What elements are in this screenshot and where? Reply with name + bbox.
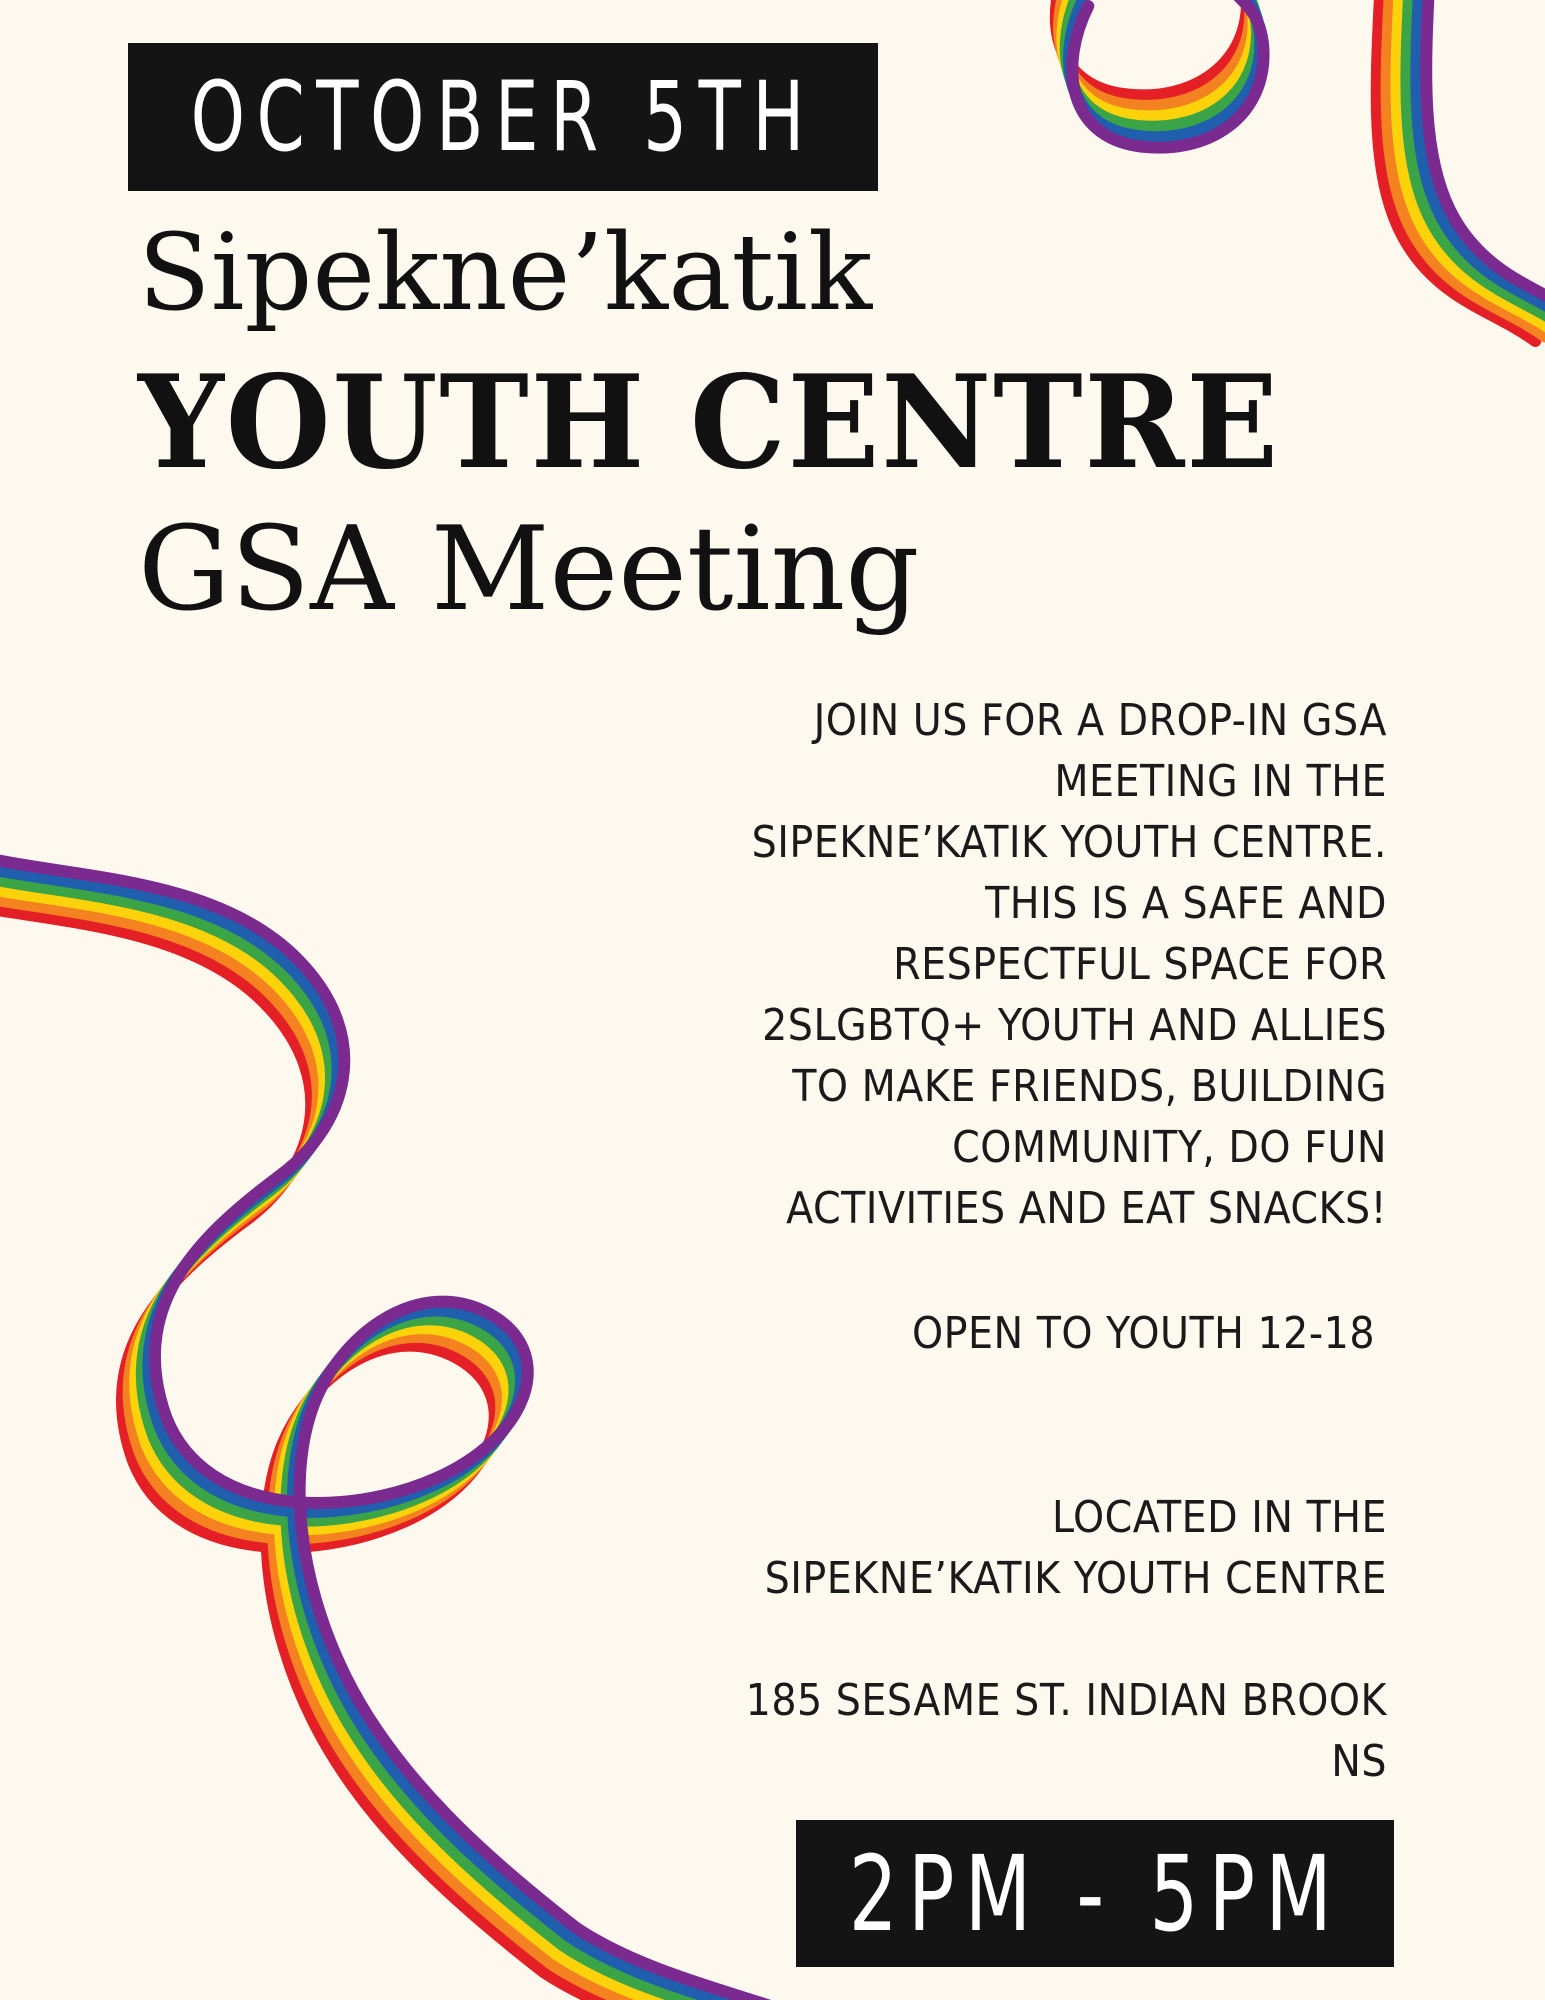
rainbow-ribbon-top-right — [1377, 0, 1545, 341]
event-address — [547, 1670, 1387, 1792]
age-range-text: OPEN TO YOUTH 12-18 — [911, 1308, 1375, 1359]
description-line: MEETING IN THE — [1054, 756, 1387, 807]
rainbow-ribbon-top-loop — [1056, 0, 1264, 148]
location-line: LOCATED IN THE — [1052, 1492, 1387, 1543]
age-range — [535, 1303, 1375, 1364]
description-line: SIPEKNE’KATIK YOUTH CENTRE. — [751, 817, 1387, 868]
title-community-name: Sipekne’katik — [138, 211, 873, 334]
description-line: JOIN US FOR A DROP-IN GSA — [813, 695, 1387, 746]
description-line: THIS IS A SAFE AND — [985, 878, 1387, 929]
address-line: 185 SESAME ST. INDIAN BROOK — [745, 1675, 1387, 1726]
location-line: SIPEKNE’KATIK YOUTH CENTRE — [764, 1553, 1387, 1604]
event-description — [547, 690, 1387, 1239]
description-line: TO MAKE FRIENDS, BUILDING — [792, 1061, 1387, 1112]
date-banner — [128, 43, 878, 191]
address-line: NS — [1331, 1736, 1387, 1787]
event-location — [547, 1487, 1387, 1609]
description-line: COMMUNITY, DO FUN — [952, 1122, 1387, 1173]
description-line: ACTIVITIES AND EAT SNACKS! — [786, 1183, 1387, 1234]
time-banner — [796, 1820, 1394, 1967]
event-time: 2PM - 5PM — [848, 1832, 1342, 1955]
description-line: RESPECTFUL SPACE FOR — [893, 939, 1387, 990]
event-date: OCTOBER 5TH — [190, 61, 816, 173]
title-youth-centre: YOUTH CENTRE — [138, 348, 1280, 498]
title-gsa-meeting: GSA Meeting — [138, 502, 920, 637]
description-line: 2SLGBTQ+ YOUTH AND ALLIES — [762, 1000, 1387, 1051]
